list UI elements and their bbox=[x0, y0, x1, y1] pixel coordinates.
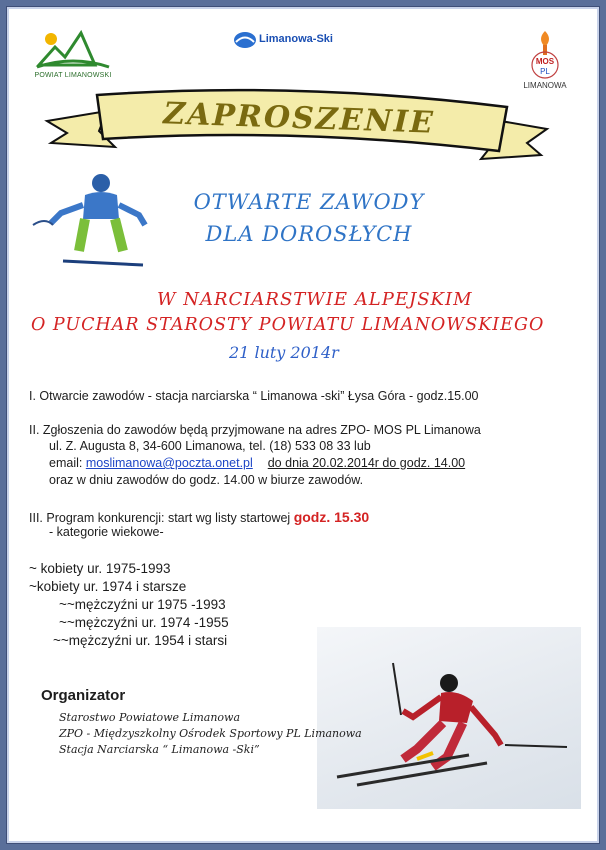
category-item: ~kobiety ur. 1974 i starsze bbox=[29, 579, 187, 594]
deadline-text: do dnia 20.02.2014r do godz. 14.00 bbox=[267, 456, 466, 470]
organizer-item: Stacja Narciarska “ Limanowa -Ski” bbox=[59, 743, 260, 756]
organizer-heading: Organizator bbox=[41, 687, 126, 704]
start-time: godz. 15.30 bbox=[293, 509, 370, 525]
headline-line-2: DLA DOROSŁYCH bbox=[205, 222, 413, 246]
category-item: ~~mężczyźni ur. 1954 i starsi bbox=[53, 633, 228, 648]
section-3-row bbox=[29, 509, 369, 525]
ski-racer-photo bbox=[317, 627, 581, 809]
headline-line-4: O PUCHAR STAROSTY POWIATU LIMANOWSKIEGO bbox=[31, 315, 545, 335]
headline-line-1: OTWARTE ZAWODY bbox=[193, 190, 425, 214]
category-item: ~~mężczyźni ur. 1974 -1955 bbox=[59, 615, 229, 630]
skier-clipart-icon bbox=[23, 165, 153, 275]
mos-logo-label: LIMANOWA bbox=[523, 81, 567, 90]
ski-logo bbox=[233, 31, 373, 51]
section-2-line-1: II. Zgłoszenia do zawodów będą przyjmowane na adres ZPO- MOS PL Limanowa bbox=[29, 423, 481, 437]
category-item: ~~mężczyźni ur 1975 -1993 bbox=[59, 597, 226, 612]
email-label: email: bbox=[49, 456, 83, 470]
banner-title: ZAPROSZENIE bbox=[162, 96, 436, 141]
mos-logo-pl: PL bbox=[540, 67, 550, 76]
program-label: III. Program konkurencji: start wg listy startowej bbox=[29, 511, 291, 525]
age-categories-heading: - kategorie wiekowe- bbox=[49, 525, 164, 539]
powiat-logo bbox=[33, 25, 113, 85]
section-2-email-row bbox=[49, 456, 465, 470]
mountain-logo-icon bbox=[33, 25, 113, 73]
ski-racer-icon bbox=[317, 627, 581, 809]
invitation-poster bbox=[6, 6, 600, 844]
ski-logo-label: Limanowa-Ski bbox=[259, 33, 333, 45]
headline-line-3: W NARCIARSTWIE ALPEJSKIM bbox=[157, 289, 473, 310]
powiat-logo-label: POWIAT LIMANOWSKI bbox=[34, 72, 112, 79]
email-link[interactable]: moslimanowa@poczta.onet.pl bbox=[85, 456, 253, 470]
mos-logo-letters: MOS bbox=[535, 57, 555, 66]
event-date: 21 luty 2014r bbox=[229, 343, 339, 362]
ski-globe-icon bbox=[233, 31, 257, 49]
section-2-line-4: oraz w dniu zawodów do godz. 14.00 w biurze zawodów. bbox=[49, 473, 364, 487]
category-item: ~ kobiety ur. 1975-1993 bbox=[29, 561, 171, 576]
section-2-line-2: ul. Z. Augusta 8, 34-600 Limanowa, tel. (18) 533 08 33 lub bbox=[49, 439, 371, 453]
organizer-item: Starostwo Powiatowe Limanowa bbox=[59, 711, 241, 724]
organizer-item: ZPO - Międzyszkolny Ośrodek Sportowy PL Limanowa bbox=[59, 727, 362, 740]
section-1-text: I. Otwarcie zawodów - stacja narciarska “ Limanowa -ski” Łysa Góra - godz.15.00 bbox=[29, 389, 479, 403]
